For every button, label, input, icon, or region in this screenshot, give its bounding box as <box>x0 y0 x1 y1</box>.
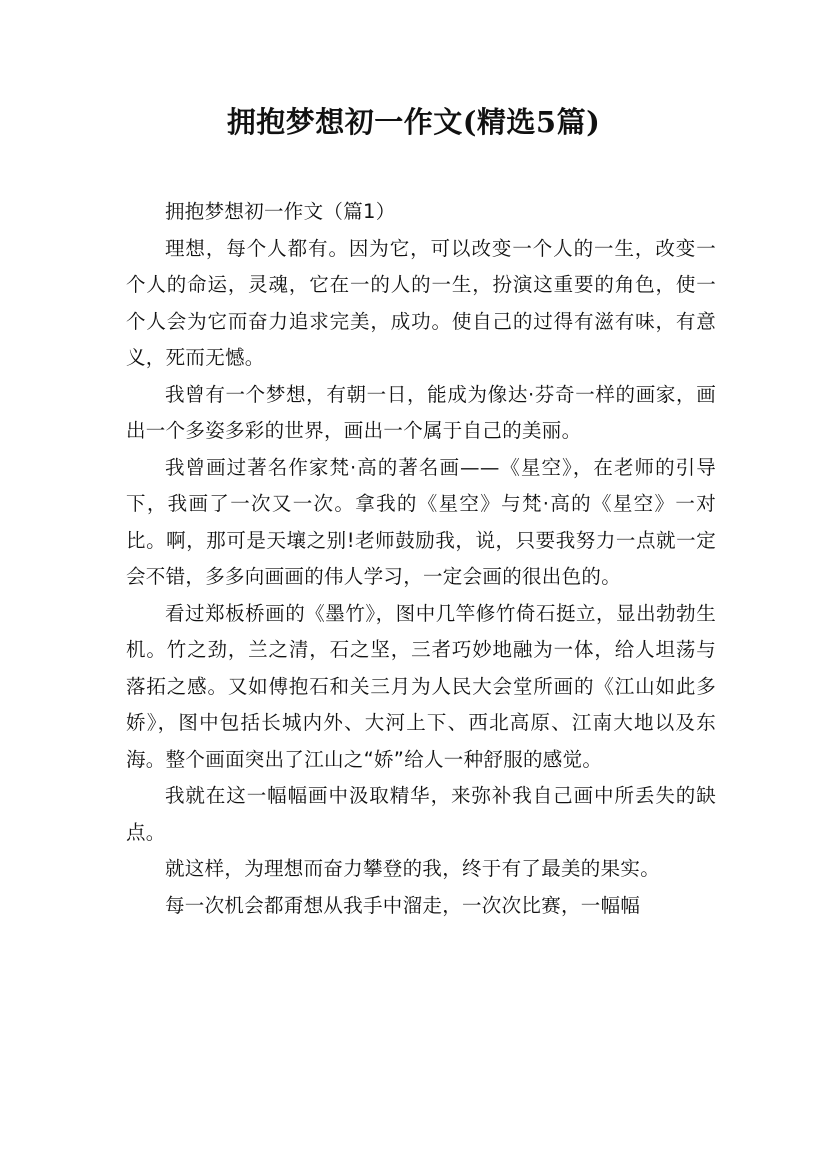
paragraph: 我曾画过著名作家梵·高的著名画——《星空》，在老师的引导下，我画了一次又一次。拿我的《星空》与梵·高的《星空》一对比。啊，那可是天壤之别!老师鼓励我，说，只要我努力一点就一定会不错，多多向画画的伟人学习，一定会画的很出色的。 <box>126 455 716 588</box>
paragraph: 看过郑板桥画的《墨竹》，图中几竿修竹倚石挺立，显出勃勃生机。竹之劲，兰之清，石之坚，三者巧妙地融为一体，给人坦荡与落拓之感。又如傅抱石和关三月为人民大会堂所画的《江山如此多娇》，图中包括长城内外、大河上下、西北高原、江南大地以及东海。整个画面突出了江山之“娇”给人一种舒服的感觉。 <box>126 601 716 771</box>
paragraph: 就这样，为理想而奋力攀登的我，终于有了最美的果实。 <box>165 857 661 880</box>
document-body <box>126 194 716 924</box>
paragraph: 我就在这一幅幅画中汲取精华，来弥补我自己画中所丢失的缺点。 <box>126 784 716 844</box>
document-title: 拥抱梦想初一作文(精选5篇) <box>226 105 601 139</box>
section-heading: 拥抱梦想初一作文（篇1） <box>165 200 396 223</box>
paragraph: 我曾有一个梦想，有朝一日，能成为像达·芬奇一样的画家，画出一个多姿多彩的世界，画出一个属于自己的美丽。 <box>126 382 716 442</box>
paragraph: 理想，每个人都有。因为它，可以改变一个人的一生，改变一个人的命运，灵魂，它在一的人的一生，扮演这重要的角色，使一个人会为它而奋力追求完美，成功。使自己的过得有滋有味，有意义，死而无憾。 <box>126 236 716 369</box>
paragraph: 每一次机会都甭想从我手中溜走，一次次比赛，一幅幅 <box>165 893 641 917</box>
